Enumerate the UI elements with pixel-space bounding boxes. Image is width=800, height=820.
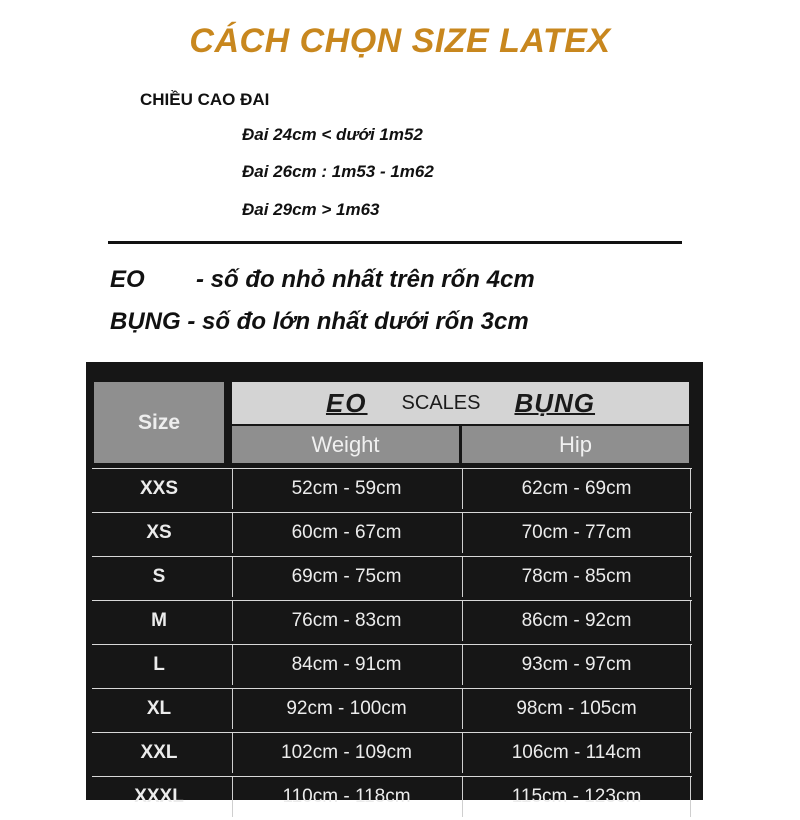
belt-height-label: CHIỀU CAO ĐAI <box>140 90 270 109</box>
hip-cell: 106cm - 114cm <box>462 733 691 773</box>
hip-cell: 62cm - 69cm <box>462 469 691 509</box>
belt-height-rule: Đai 29cm > 1m63 <box>242 200 380 219</box>
size-cell: XXXL <box>134 786 184 807</box>
weight-cell: 52cm - 59cm <box>232 469 460 509</box>
belt-height-rule: Đai 26cm : 1m53 - 1m62 <box>242 162 434 181</box>
size-cell: M <box>151 610 167 631</box>
table-row <box>92 644 692 685</box>
size-cell: L <box>153 654 165 675</box>
definition-text: - số đo nhỏ nhất trên rốn 4cm <box>196 266 535 293</box>
belt-height-rule: Đai 24cm < dưới 1m52 <box>242 125 423 144</box>
size-cell: XL <box>146 698 172 719</box>
weight-cell: 69cm - 75cm <box>232 557 460 597</box>
section-divider <box>108 241 682 244</box>
hip-cell: 78cm - 85cm <box>462 557 691 597</box>
page-title: CÁCH CHỌN SIZE LATEX <box>189 22 611 60</box>
weight-cell: 84cm - 91cm <box>232 645 460 685</box>
scales-label: SCALES <box>401 391 481 414</box>
size-cell: S <box>152 566 166 587</box>
size-table-body <box>92 468 692 820</box>
definition-term: EO <box>110 266 145 293</box>
definition-term: BỤNG <box>110 308 181 335</box>
hip-cell: 98cm - 105cm <box>462 689 691 729</box>
size-column-header: Size <box>94 382 224 463</box>
size-cell: XXS <box>139 478 179 499</box>
hip-column-header: Hip <box>462 426 689 463</box>
table-row <box>92 512 692 553</box>
weight-cell: 60cm - 67cm <box>232 513 460 553</box>
weight-column-header: Weight <box>232 426 459 463</box>
scales-eo-label: EO <box>325 387 368 418</box>
hip-cell: 86cm - 92cm <box>462 601 691 641</box>
weight-cell: 92cm - 100cm <box>232 689 460 729</box>
size-cell: XS <box>146 522 172 543</box>
table-row <box>92 732 692 773</box>
weight-cell: 110cm - 118cm <box>232 777 460 817</box>
weight-cell: 102cm - 109cm <box>232 733 460 773</box>
scales-header <box>232 382 689 424</box>
size-cell: XXL <box>140 742 178 763</box>
weight-cell: 76cm - 83cm <box>232 601 460 641</box>
table-row <box>92 600 692 641</box>
table-row <box>92 468 692 509</box>
definition-bung <box>110 308 529 336</box>
table-row <box>92 556 692 597</box>
definition-text: - số đo lớn nhất dưới rốn 3cm <box>180 308 529 335</box>
definition-eo <box>110 266 535 294</box>
table-row <box>92 688 692 729</box>
hip-cell: 115cm - 123cm <box>462 777 691 817</box>
hip-cell: 93cm - 97cm <box>462 645 691 685</box>
scales-bung-label: BỤNG <box>514 387 596 418</box>
table-row <box>92 776 692 817</box>
hip-cell: 70cm - 77cm <box>462 513 691 553</box>
